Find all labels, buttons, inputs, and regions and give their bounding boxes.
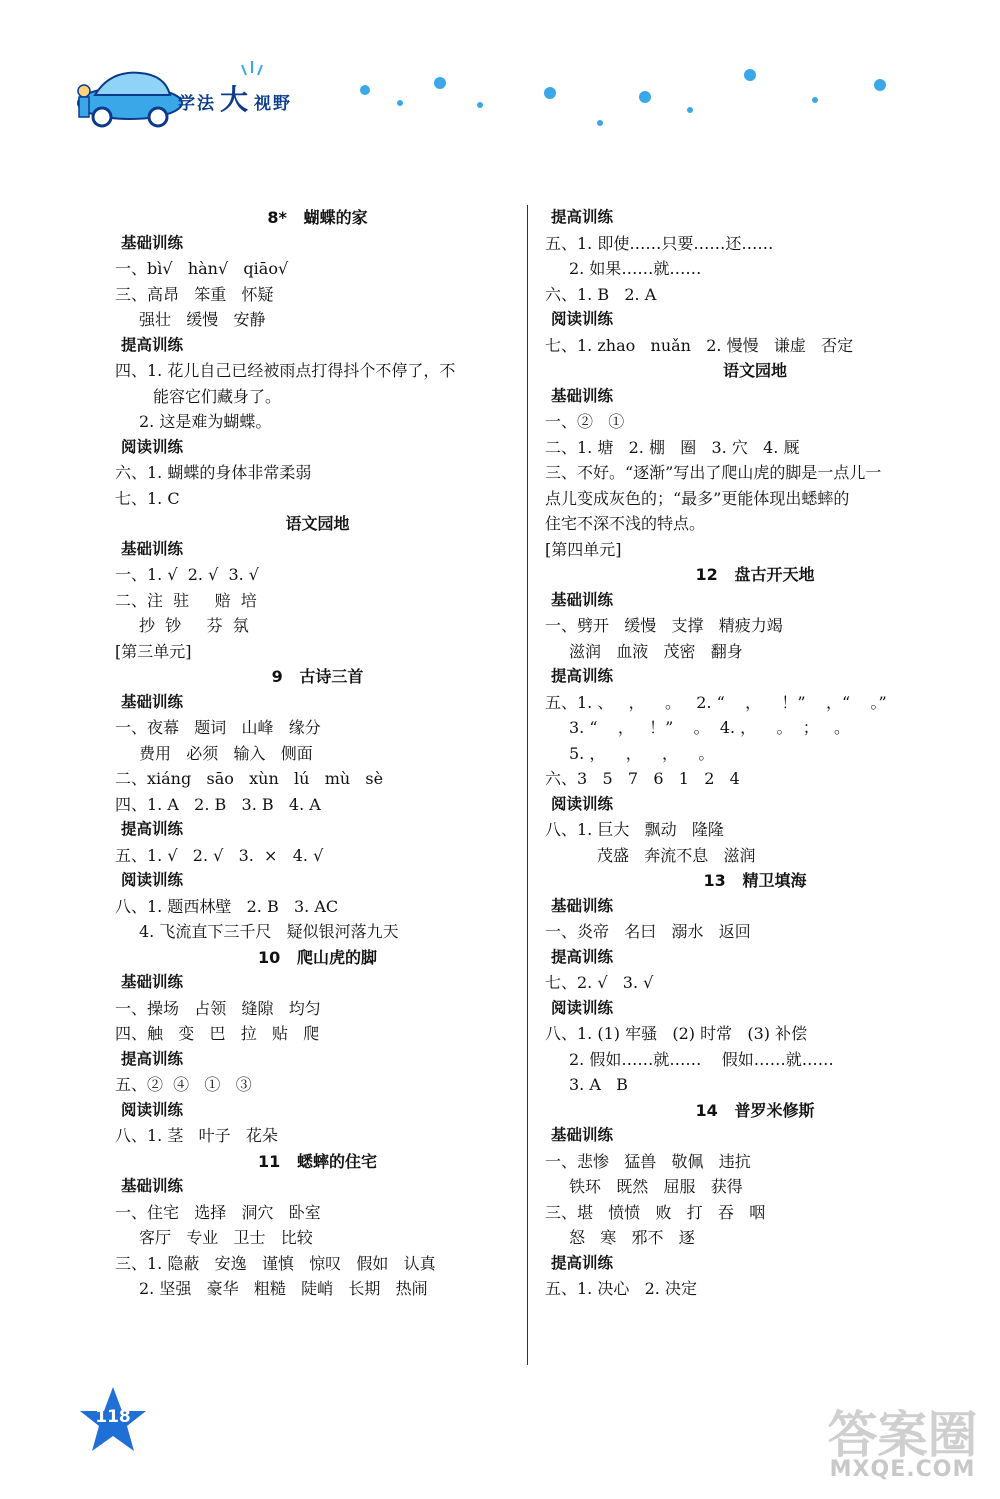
answer-line: 七、2. √ 3. √ xyxy=(545,973,654,992)
section-heading: 基础训练 xyxy=(121,1177,184,1195)
section-heading: 基础训练 xyxy=(121,973,184,991)
section-heading: 提高训练 xyxy=(121,820,184,838)
watermark-url: MXQE.COM xyxy=(829,1457,976,1482)
page-number-badge xyxy=(78,1385,148,1455)
section-heading: 阅读训练 xyxy=(551,310,614,328)
answer-line: 六、1. 蝴蝶的身体非常柔弱 xyxy=(115,463,312,482)
right-column xyxy=(545,205,965,1302)
answer-line: [第四单元] xyxy=(545,539,622,559)
answer-line: 五、1. √ 2. √ 3. × 4. √ xyxy=(115,845,324,865)
answer-line: 一、1. √ 2. √ 3. √ xyxy=(115,565,259,584)
answer-line: 2. 如果……就…… xyxy=(569,259,702,278)
left-column xyxy=(115,205,520,1302)
answer-line: 住宅不深不浅的特点。 xyxy=(545,514,706,533)
page-number: 118 xyxy=(95,1407,131,1427)
watermark xyxy=(820,1395,985,1495)
answer-line: 三、高昂 笨重 怀疑 xyxy=(115,284,274,304)
section-heading: 阅读训练 xyxy=(551,998,614,1017)
answer-line: 抄 钞 芬 氛 xyxy=(139,616,249,635)
section-heading: 阅读训练 xyxy=(121,1100,184,1119)
answer-line: 一、夜幕 题词 山峰 缘分 xyxy=(115,718,321,737)
answer-line: 5. ， ， ， 。 xyxy=(569,743,715,763)
lesson-title: 语文园地 xyxy=(285,514,350,533)
answer-line: 五、② ④ ① ③ xyxy=(115,1075,252,1094)
section-heading: 提高训练 xyxy=(121,335,184,354)
answer-line: 怒 寒 邪不 逐 xyxy=(569,1228,695,1247)
section-heading: 提高训练 xyxy=(551,947,614,966)
answer-line: 八、1. (1) 牢骚 (2) 时常 (3) 补偿 xyxy=(545,1024,808,1043)
section-heading: 基础训练 xyxy=(121,539,184,558)
answer-line: 一、bì√ hàn√ qiāo√ xyxy=(115,259,289,278)
answer-line: 五、1. 、 ， 。 2. “ ， ！” ，“ 。” xyxy=(545,692,887,712)
answer-line: 三、不好。“逐渐”写出了爬山虎的脚是一点儿一 xyxy=(545,463,882,482)
answer-line: 二、注 驻 赔 培 xyxy=(115,590,257,610)
section-heading: 基础训练 xyxy=(551,1126,614,1144)
answer-line: 3. A B xyxy=(569,1075,628,1094)
answer-line: 费用 必须 输入 侧面 xyxy=(139,743,313,763)
answer-line: 二、1. 塘 2. 棚 圈 3. 穴 4. 厩 xyxy=(545,437,800,457)
answer-line: 3. “ ， ！” 。 4. ， 。 ； 。 xyxy=(569,718,850,737)
answer-line: [第三单元] xyxy=(115,641,192,661)
answer-line: 一、② ① xyxy=(545,412,625,431)
sun-rays-icon xyxy=(242,61,262,75)
answer-line: 一、劈开 缓慢 支撑 精疲力竭 xyxy=(545,616,783,635)
lesson-title: 9 古诗三首 xyxy=(271,667,364,686)
section-heading: 提高训练 xyxy=(551,208,614,226)
lesson-title: 8* 蝴蝶的家 xyxy=(267,208,368,227)
brand-suffix: 视野 xyxy=(254,94,293,114)
answer-line: 一、操场 占领 缝隙 均匀 xyxy=(115,998,321,1018)
section-heading: 提高训练 xyxy=(551,667,614,685)
brand-big: 大 xyxy=(220,83,251,116)
answer-line: 四、1. A 2. B 3. B 4. A xyxy=(115,794,321,814)
answer-line: 五、1. 即使……只要……还…… xyxy=(545,233,774,253)
lesson-title: 10 爬山虎的脚 xyxy=(258,947,377,967)
section-heading: 基础训练 xyxy=(121,692,184,711)
answer-line: 四、触 变 巴 拉 贴 爬 xyxy=(115,1024,320,1043)
section-heading: 阅读训练 xyxy=(121,437,184,456)
answer-line: 五、1. 决心 2. 决定 xyxy=(545,1279,697,1298)
section-heading: 基础训练 xyxy=(121,233,184,252)
lesson-title: 12 盘古开天地 xyxy=(695,565,815,584)
section-heading: 基础训练 xyxy=(551,896,614,915)
sparkle-icons xyxy=(360,69,886,126)
answer-line: 八、1. 巨大 飘动 隆隆 xyxy=(545,820,724,839)
answer-line: 一、悲惨 猛兽 敬佩 违抗 xyxy=(545,1151,751,1171)
answer-line: 八、1. 茎 叶子 花朵 xyxy=(115,1126,278,1145)
answer-line: 六、3 5 7 6 1 2 4 xyxy=(545,769,740,788)
answer-line: 点儿变成灰色的；“最多”更能体现出蟋蟀的 xyxy=(545,488,850,508)
car-icon xyxy=(78,73,182,126)
answer-line: 茂盛 奔流不息 滋润 xyxy=(597,845,756,865)
section-heading: 提高训练 xyxy=(121,1049,184,1068)
watermark-logo: 答案圈 xyxy=(827,1406,978,1464)
section-heading: 阅读训练 xyxy=(551,794,614,813)
answer-line: 2. 坚强 豪华 粗糙 陡峭 长期 热闹 xyxy=(139,1279,428,1298)
answer-line: 客厅 专业 卫士 比较 xyxy=(139,1228,313,1247)
section-heading: 基础训练 xyxy=(551,590,614,609)
answer-line: 三、堪 愤愤 败 打 吞 咽 xyxy=(545,1202,766,1222)
answer-line: 一、住宅 选择 洞穴 卧室 xyxy=(115,1202,321,1222)
answer-line: 铁环 既然 屈服 获得 xyxy=(569,1177,743,1196)
lesson-title: 14 普罗米修斯 xyxy=(695,1100,815,1120)
answer-line: 三、1. 隐蔽 安逸 谨慎 惊叹 假如 认真 xyxy=(115,1253,436,1273)
section-heading: 基础训练 xyxy=(551,386,614,405)
answer-line: 四、1. 花儿自己已经被雨点打得抖个不停了，不 xyxy=(115,361,456,380)
answer-line: 八、1. 题西林壁 2. B 3. AC xyxy=(115,896,339,916)
lesson-title: 语文园地 xyxy=(722,361,787,380)
section-heading: 提高训练 xyxy=(551,1253,614,1272)
lesson-title: 11 蟋蟀的住宅 xyxy=(258,1151,377,1171)
lesson-title: 13 精卫填海 xyxy=(703,871,807,890)
brand-prefix: 学法 xyxy=(178,94,216,114)
answer-line: 一、炎帝 名曰 溺水 返回 xyxy=(545,922,751,941)
answer-line: 4. 飞流直下三千尺 疑似银河落九天 xyxy=(139,922,399,941)
answer-line: 七、1. zhao nuǎn 2. 慢慢 谦虚 否定 xyxy=(545,335,854,355)
answer-line: 2. 假如……就…… 假如……就…… xyxy=(569,1049,834,1069)
answer-line: 能容它们藏身了。 xyxy=(153,386,282,406)
answer-line: 六、1. B 2. A xyxy=(545,284,657,304)
answer-line: 强壮 缓慢 安静 xyxy=(139,310,266,329)
section-heading: 阅读训练 xyxy=(121,871,184,889)
answer-line: 滋润 血液 茂密 翻身 xyxy=(569,641,743,661)
brand-logo xyxy=(178,78,292,118)
answer-line: 二、xiáng sāo xùn lú mù sè xyxy=(115,769,384,788)
column-divider xyxy=(527,205,528,1365)
answer-line: 2. 这是难为蝴蝶。 xyxy=(139,412,272,431)
answer-line: 七、1. C xyxy=(115,488,180,508)
